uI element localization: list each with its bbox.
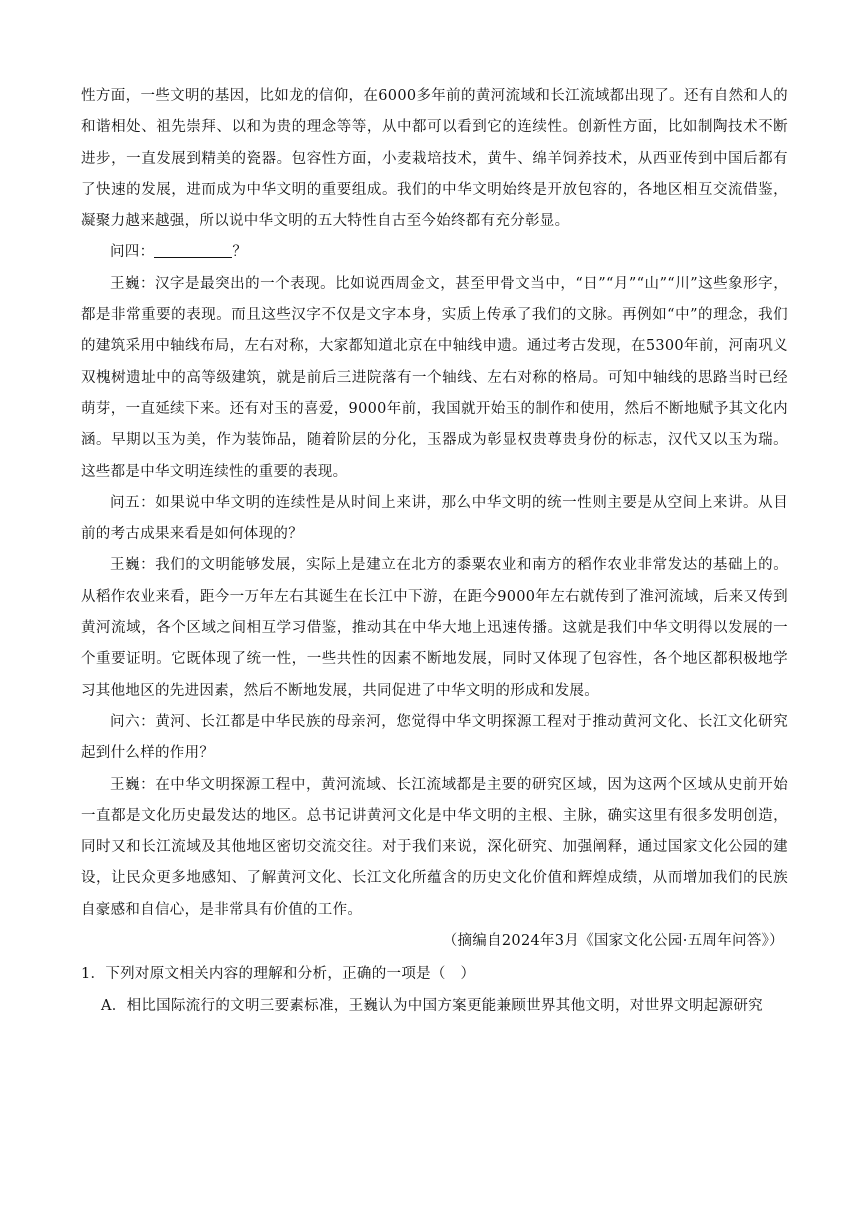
answer-blank[interactable]	[154, 243, 232, 258]
option-a[interactable]: A．相比国际流行的文明三要素标准，王巍认为中国方案更能兼顾世界其他文明，对世界文明起源研究	[101, 997, 763, 1014]
question-four-label: 问四：	[110, 244, 155, 261]
question-one-stem: 1．下列对原文相关内容的理解和分析，正确的一项是（ ）	[81, 966, 476, 983]
answer-five: 王巍：我们的文明能够发展，实际上是建立在北方的黍粟农业和南方的稻作农业非常发达的基础上的。从稻作农业来看，距今一万年左右其诞生在长江中下游，在距今9000年左右就传到了淮河流域，后来又传到黄河流域，各个区域之间相互学习借鉴，推动其在中华大地上迅速传播。这就是我们中华文明得以发展的一个重要证明。它既体现了统一性，一些共性的因素不断地发展，同时又体现了包容性，各个地区都积极地学习其他地区的先进因素，然后不断地发展，共同促进了中华文明的形成和发展。	[81, 557, 788, 699]
paragraph-continuation: 性方面，一些文明的基因，比如龙的信仰，在6000多年前的黄河流域和长江流域都出现了。还有自然和人的和谐相处、祖先崇拜、以和为贵的理念等等，从中都可以看到它的连续性。创新性方面，比如制陶技术不断进步，一直发展到精美的瓷器。包容性方面，小麦栽培技术，黄牛、绵羊饲养技术，从西亚传到中国后都有了快速的发展，进而成为中华文明的重要组成。我们的中华文明始终是开放包容的，各地区相互交流借鉴，凝聚力越来越强，所以说中华文明的五大特性自古至今始终都有充分彰显。	[81, 88, 788, 230]
question-four	[81, 237, 788, 268]
source-citation: （摘编自2024年3月《国家文化公园·五周年问答》）	[442, 933, 784, 950]
answer-four: 王巍：汉字是最突出的一个表现。比如说西周金文，甚至甲骨文当中，“日”“月”“山”“川”这些象形字，都是非常重要的表现。而且这些汉字不仅是文字本身，实质上传承了我们的文脉。再例如“中”的理念，我们的建筑采用中轴线布局，左右对称，大家都知道北京在中轴线申遗。通过考古发现，在5300年前，河南巩义双槐树遗址中的高等级建筑，就是前后三进院落有一个轴线、左右对称的格局。可知中轴线的思路当时已经萌芽，一直延续下来。还有对玉的喜爱，9000年前，我国就开始玉的制作和使用，然后不断地赋予其文化内涵。早期以玉为美，作为装饰品，随着阶层的分化，玉器成为彰显权贵尊贵身份的标志，汉代又以玉为瑞。这些都是中华文明连续性的重要的表现。	[81, 275, 788, 480]
question-six: 问六：黄河、长江都是中华民族的母亲河，您觉得中华文明探源工程对于推动黄河文化、长江文化研究起到什么样的作用？	[81, 713, 788, 762]
question-four-mark: ？	[232, 244, 248, 261]
answer-six: 王巍：在中华文明探源工程中，黄河流域、长江流域都是主要的研究区域，因为这两个区域从史前开始一直都是文化历史最发达的地区。总书记讲黄河文化是中华文明的主根、主脉，确实这里有很多发明创造，同时又和长江流域及其他地区密切交流交往。对于我们来说，深化研究、加强阐释，通过国家文化公园的建设，让民众更多地感知、了解黄河文化、长江文化所蕴含的历史文化价值和辉煌成绩，从而增加我们的民族自豪感和自信心，是非常具有价值的工作。	[81, 776, 788, 918]
question-five: 问五：如果说中华文明的连续性是从时间上来讲，那么中华文明的统一性则主要是从空间上来讲。从目前的考古成果来看是如何体现的？	[81, 494, 788, 543]
